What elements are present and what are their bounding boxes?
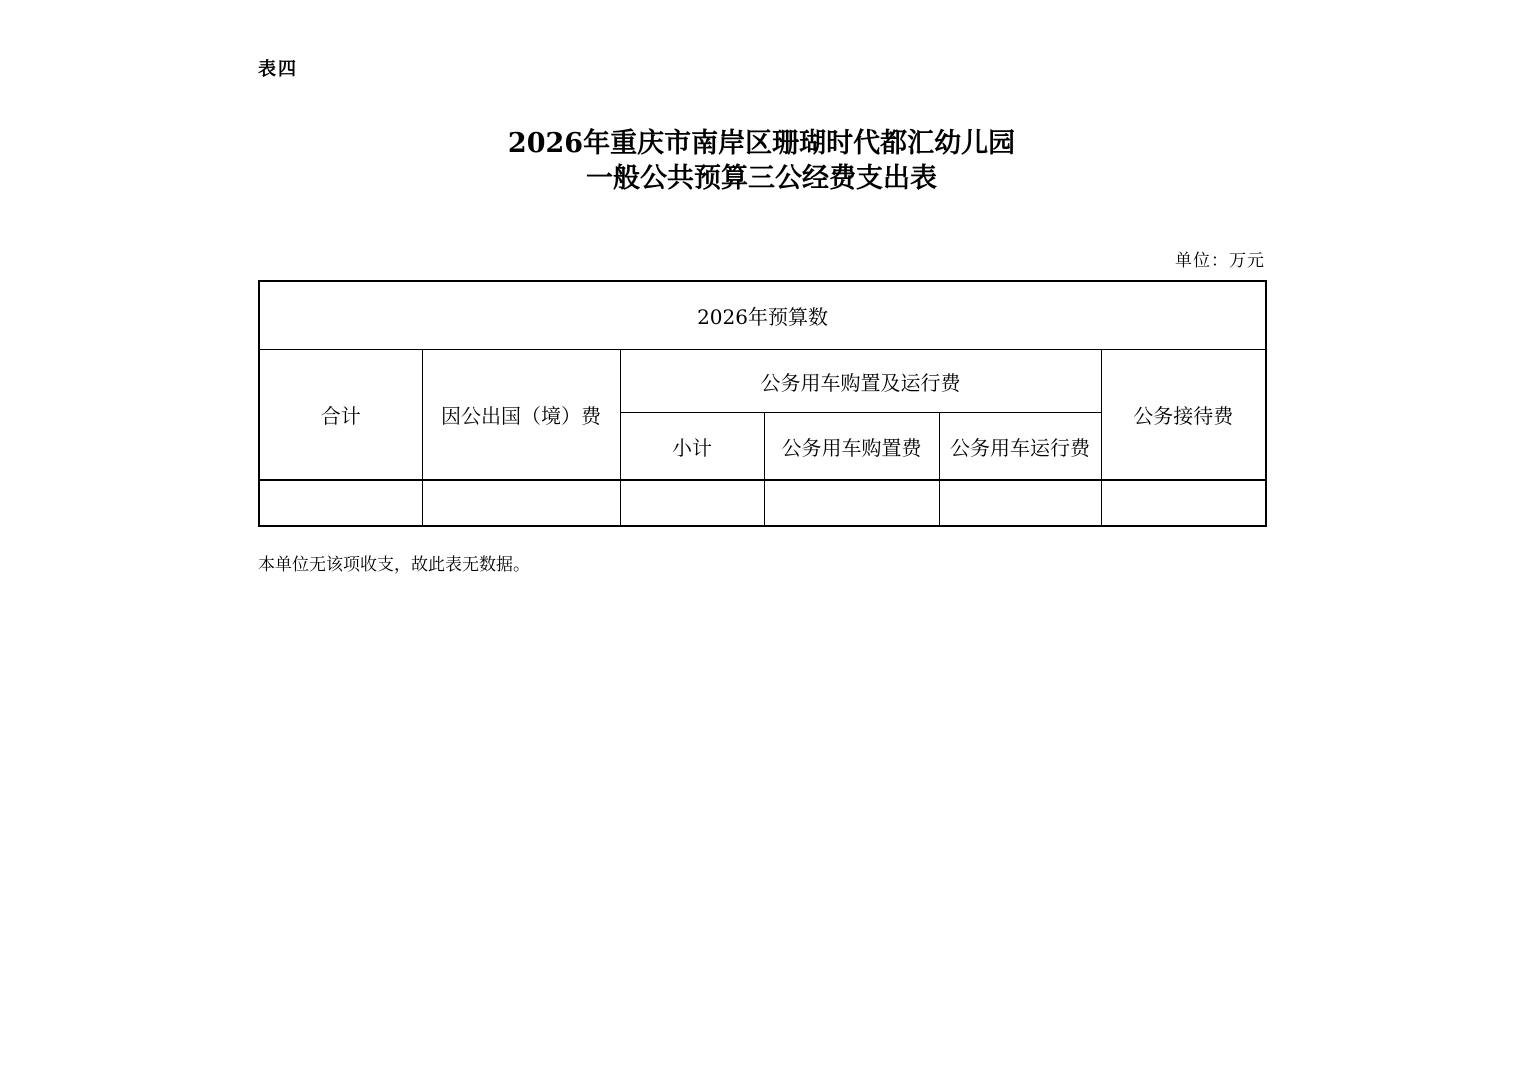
budget-table xyxy=(258,280,1267,527)
col-header-vehicle-group: 公务用车购置及运行费 xyxy=(620,350,1101,413)
unit-note: 单位：万元 xyxy=(1175,251,1265,271)
col-header-total: 合计 xyxy=(259,350,422,481)
col-header-vehicle-subtotal: 小计 xyxy=(620,413,764,481)
title-line-2: 一般公共预算三公经费支出表 xyxy=(586,163,937,194)
footnote: 本单位无该项收支，故此表无数据。 xyxy=(258,555,530,575)
column-header-row xyxy=(259,350,1266,413)
data-cell-abroad xyxy=(422,480,620,526)
data-cell-vehicle-operation xyxy=(939,480,1101,526)
year-header-row xyxy=(259,281,1266,350)
data-cell-total xyxy=(259,480,422,526)
table-number-label: 表四 xyxy=(258,59,298,80)
data-cell-reception xyxy=(1101,480,1266,526)
col-header-reception: 公务接待费 xyxy=(1101,350,1266,481)
data-row xyxy=(259,480,1266,526)
title-line-1: 2026年重庆市南岸区珊瑚时代都汇幼儿园 xyxy=(507,128,1016,159)
data-cell-vehicle-purchase xyxy=(764,480,939,526)
col-header-abroad: 因公出国（境）费 xyxy=(422,350,620,481)
year-header-cell: 2026年预算数 xyxy=(259,281,1266,350)
col-header-vehicle-purchase: 公务用车购置费 xyxy=(764,413,939,481)
col-header-vehicle-operation: 公务用车运行费 xyxy=(939,413,1101,481)
data-cell-vehicle-subtotal xyxy=(620,480,764,526)
document-title xyxy=(258,126,1265,196)
